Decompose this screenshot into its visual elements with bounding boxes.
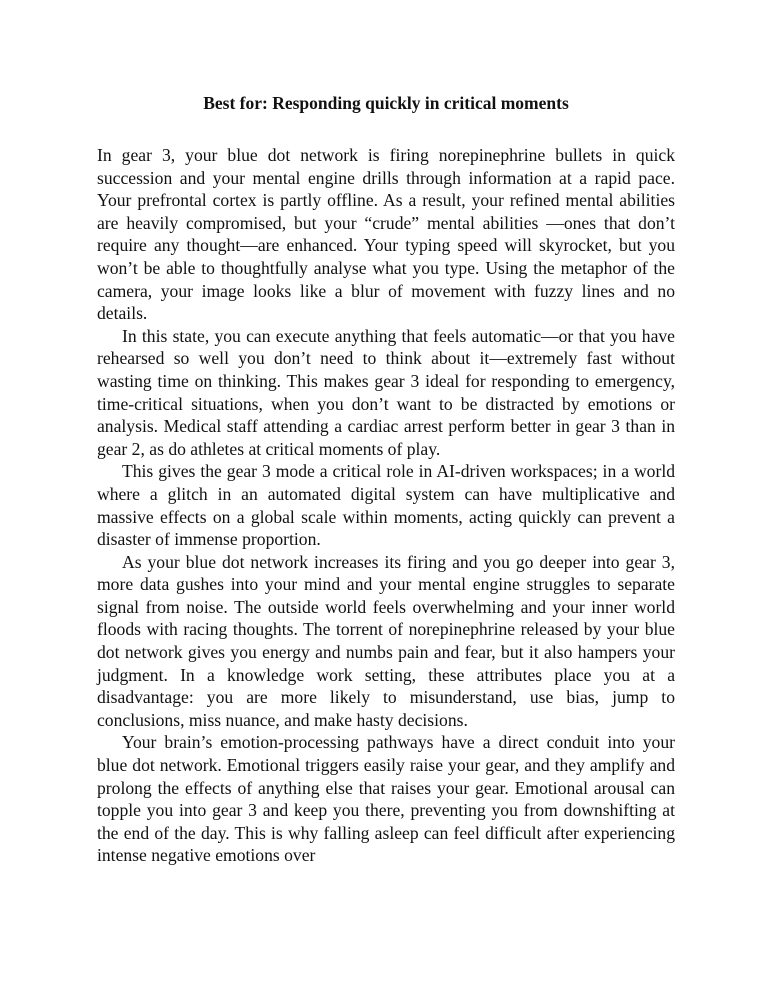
paragraph-4: As your blue dot network increases its firing and you go deeper into gear 3, more data gushes into your mind and your mental engine struggles to separate signal from noise. The outside world feels overwhelming and your inner world floods with racing thoughts. The torrent of norepinephrine released by your blue dot network gives you energy and numbs pain and fear, but it also hampers your judgment. In a knowledge work setting, these attributes place you at a disadvantage: you are more likely to misunderstand, use bias, jump to conclusions, miss nuance, and make hasty decisions.	[97, 551, 675, 730]
paragraph-5: Your brain’s emotion-processing pathways have a direct conduit into your blue dot network. Emotional triggers easily raise your gear, and they amplify and prolong the effects of anything else that raises your gear. Emotional arousal can topple you into gear 3 and keep you there, preventing you from downshifting at the end of the day. This is why falling asleep can feel difficult after experiencing intense negative emotions over	[97, 732, 675, 866]
paragraph-3: This gives the gear 3 mode a critical role in AI-driven workspaces; in a world where a glitch in an automated digital system can have multiplicative and massive effects on a global scale within moments, acting quickly can prevent a disaster of immense proportion.	[97, 461, 675, 550]
body-text	[97, 144, 675, 867]
section-heading: Best for: Responding quickly in critical moments	[203, 93, 569, 113]
paragraph-1: In gear 3, your blue dot network is firing norepinephrine bullets in quick succession and your mental engine drills through information at a rapid pace. Your prefrontal cortex is partly offline. As a result, your refined mental abilities are heavily compromised, but your “crude” mental abilities —ones that don’t require any thought—are enhanced. Your typing speed will skyrocket, but you won’t be able to thoughtfully analyse what you type. Using the metaphor of the camera, your image looks like a blur of movement with fuzzy lines and no details.	[97, 145, 675, 324]
paragraph-2: In this state, you can execute anything that feels automatic—or that you have rehearsed so well you don’t need to think about it—extremely fast without wasting time on thinking. This makes gear 3 ideal for responding to emergency, time-critical situations, when you don’t want to be distracted by emotions or analysis. Medical staff attending a cardiac arrest perform better in gear 3 than in gear 2, as do athletes at critical moments of play.	[97, 325, 675, 459]
